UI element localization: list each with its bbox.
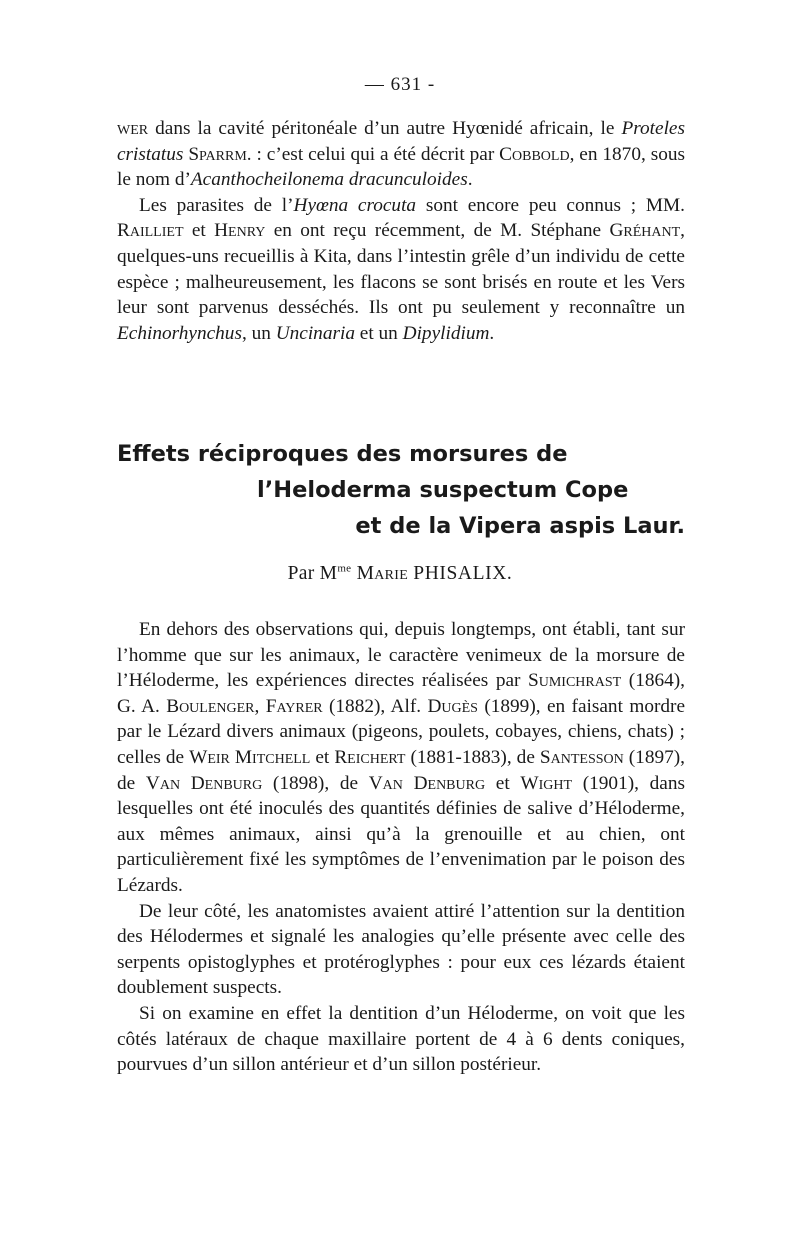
author-name: Dugès	[427, 695, 478, 717]
article-title-line-1: Effets réciproques des morsures de	[117, 441, 568, 467]
author-name: Van Denburg	[145, 772, 263, 794]
author-name: Cobbold	[499, 143, 570, 165]
author-name: Weir Mitchell	[189, 746, 311, 768]
paragraph-continuation: wer dans la cavité péritonéale d’un autre Hyœnidé africain, le Proteles cristatus Sparrm. : c’est celui qui a été décrit par Cobbold, en 1870, sous le nom d’Acanthocheilonema dracunculoides.	[117, 118, 685, 191]
taxon-name: Uncinaria	[275, 322, 355, 344]
taxon-name: Dipylidium	[402, 322, 490, 344]
taxon-name: Echinorhynchus	[117, 322, 242, 344]
author-name: Railliet	[117, 220, 184, 242]
taxon-name: Proteles cristatus	[117, 118, 685, 165]
taxon-name: Hyœna crocuta	[293, 194, 417, 216]
article-title	[117, 436, 685, 544]
top-text-block	[117, 116, 685, 346]
author-name: Sparrm.	[188, 143, 252, 165]
article-body	[117, 617, 685, 1078]
author-name: Sumichrast	[528, 670, 622, 692]
author-name: Wight	[520, 772, 573, 794]
paragraph-anatomists: De leur côté, les anatomistes avaient attiré l’attention sur la dentition des Hélodermes et signalé les analogies qu’elle présente avec celle des serpents opistoglyphes et protéroglyphes : pour eux ces lézards étaient doublement suspects.	[117, 900, 685, 999]
author-name: Henry	[214, 220, 266, 242]
author-first-name: Marie	[356, 563, 409, 584]
paragraph-parasites: Les parasites de l’Hyœna crocuta sont encore peu connus ; MM. Railliet et Henry en ont reçu récemment, de M. Stéphane Gréhant, quelques-uns recueillis à Kita, dans l’intestin grêle d’un individu de cette espèce ; malheureusement, les flacons se sont brisés en route et les Vers leur sont parvenus desséchés. Ils ont pu seulement y reconnaître un Echinorhynchus, un Uncinaria et un Dipylidium.	[117, 194, 685, 344]
author-name: Santesson	[539, 746, 624, 768]
article-title-line-2: l’Heloderma suspectum Cope	[257, 477, 629, 503]
author-name: Fayrer	[265, 695, 323, 717]
paragraph-dentition: Si on examine en effet la dentition d’un Héloderme, on voit que les côtés latéraux de chaque maxillaire portent de 4 à 6 dents coniques, pourvues d’un sillon antérieur et d’un sillon postérieur.	[117, 1002, 685, 1076]
author-name: Gréhant	[609, 220, 681, 242]
author-name: Boulenger	[166, 695, 255, 717]
author-name: Van Denburg	[368, 772, 486, 794]
author-name: Reichert	[334, 746, 406, 768]
author-last-name: PHISALIX.	[413, 563, 513, 584]
article-title-line-3: et de la Vipera aspis Laur.	[355, 513, 685, 539]
author-fragment: wer	[117, 118, 149, 139]
author-byline: Par $M^{me}$ Marie PHISALIX.	[287, 562, 513, 584]
page-number: — 631 -	[364, 74, 436, 95]
taxon-name: Acanthocheilonema dracunculoides	[190, 169, 468, 191]
paragraph-intro: En dehors des observations qui, depuis longtemps, ont établi, tant sur l’homme que sur les animaux, le caractère venimeux de la morsure de l’Héloderme, les expériences directes réalisées par Sumichrast (1864), G. A. Boulenger, Fayrer (1882), Alf. Dugès (1899), en faisant mordre par le Lézard divers animaux (pigeons, poulets, cobayes, chiens, chats) ; celles de Weir Mitchell et Reichert (1881-1883), de Santesson (1897), de Van Denburg (1898), de Van Denburg et Wight (1901), dans lesquelles ont été inoculés des quantités définies de salive d’Héloderme, aux mêmes animaux, ainsi qu’à la grenouille et au chien, ont particulièrement fixé les symptômes de l’envenimation par le poison des Lézards.	[117, 619, 685, 896]
